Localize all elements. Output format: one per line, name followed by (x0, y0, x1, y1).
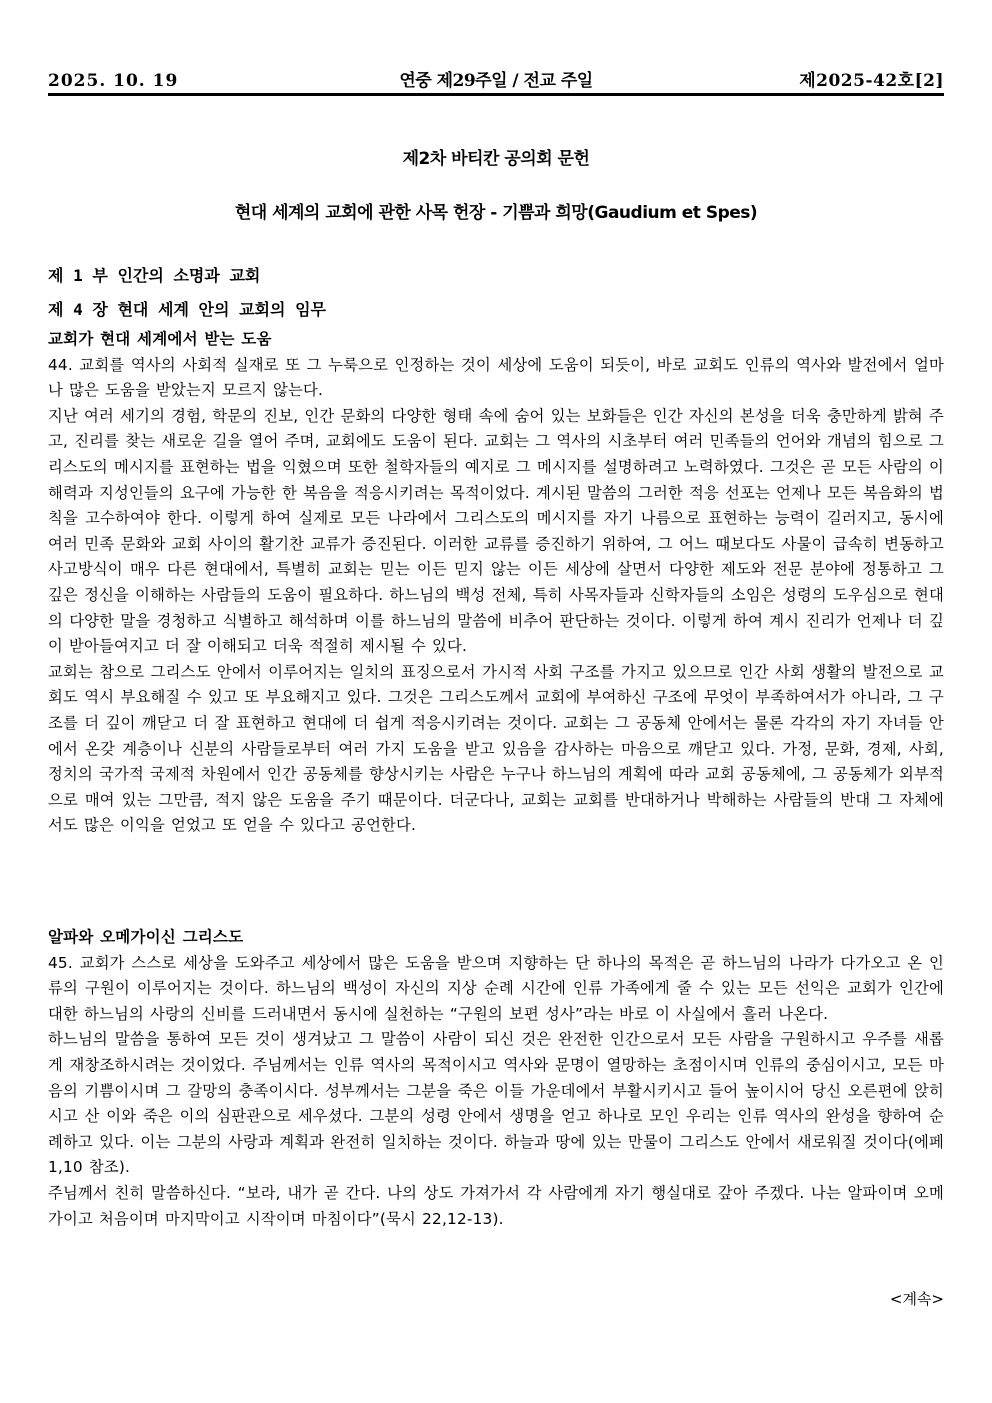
document-subtitle: 현대 세계의 교회에 관한 사목 헌장 - 기쁨과 희망(Gaudium et Spes) (234, 203, 758, 223)
header-date: 2025. 10. 19 (48, 71, 179, 91)
paragraph: 44. 교회를 역사의 사회적 실재로 또 그 누룩으로 인정하는 것이 세상에 도움이 되듯이, 바로 교회도 인류의 역사와 발전에서 얼마나 많은 도움을 받았는지 모르지 않는다. (48, 355, 944, 400)
continued-marker: <계속> (889, 1290, 944, 1308)
section-heading: 알파와 오메가이신 그리스도 (48, 928, 244, 946)
bulletin-page (48, 0, 944, 1403)
header-title: 연중 제29주일 / 전교 주일 (399, 71, 593, 91)
header-issue-number: 제2025-42호[2] (799, 71, 944, 91)
bulletin-header (48, 69, 944, 96)
paragraph: 교회는 참으로 그리스도 안에서 이루어지는 일치의 표징으로서 가시적 사회 구조를 가지고 있으므로 인간 사회 생활의 발전으로 교회도 역시 부요해질 수 있고 또 부요해지고 있다. 그것은 그리스도께서 교회에 부여하신 구조에 무엇이 부족하여서가 아니라, 그 구조를 더 깊이 깨닫고 더 잘 표현하고 현대에 더 쉽게 적응시키려는 것이다. 교회는 그 공동체 안에서는 물론 각각의 자기 자녀들 안에서 온갖 계층이나 신분의 사람들로부터 여러 가지 도움을 받고 있음을 감사하는 마음으로 깨닫고 있다. 가정, 문화, 경제, 사회, 정치의 국가적 국제적 차원에서 인간 공동체를 향상시키는 사람은 누구나 하느님의 계획에 따라 교회 공동체에, 그 공동체가 외부적으로 매여 있는 그만큼, 적지 않은 도움을 주기 때문이다. 더군다나, 교회는 교회를 반대하거나 박해하는 사람들의 반대 그 자체에서도 많은 이익을 얻었고 또 얻을 수 있다고 공언한다. (48, 662, 944, 835)
paragraph: 45. 교회가 스스로 세상을 도와주고 세상에서 많은 도움을 받으며 지향하는 단 하나의 목적은 곧 하느님의 나라가 다가오고 온 인류의 구원이 이루어지는 것이다. 하느님의 백성이 자신의 지상 순례 시간에 인류 가족에게 줄 수 있는 모든 선익은 교회가 인간에 대한 하느님의 사랑의 신비를 드러내면서 동시에 실천하는 “구원의 보편 성사”라는 바로 이 사실에서 흘러 나온다. (48, 953, 944, 1023)
section-44 (48, 327, 944, 839)
paragraph: 하느님의 말씀을 통하여 모든 것이 생겨났고 그 말씀이 사람이 되신 것은 완전한 인간으로서 모든 사람을 구원하시고 우주를 새롭게 재창조하시려는 것이었다. 주님께서는 인류 역사의 목적이시고 역사와 문명이 열망하는 초점이시며 인류의 중심이시고, 모든 마음의 기쁨이시며 그 갈망의 충족이시다. 성부께서는 그분을 죽은 이들 가운데에서 부활시키시고 들어 높이시어 당신 오른편에 앉히시고 산 이와 죽은 이의 심판관으로 세우셨다. 그분의 성령 안에서 생명을 얻고 하나로 모인 우리는 인류 역사의 완성을 향하여 순례하고 있다. 이는 그분의 사랑과 계획과 완전히 일치하는 것이다. 하늘과 땅에 있는 만물이 그리스도 안에서 새로워질 것이다(에페 1,10 참조). (48, 1030, 944, 1177)
document-title: 제2차 바티칸 공의회 문헌 (402, 149, 590, 169)
paragraph: 지난 여러 세기의 경험, 학문의 진보, 인간 문화의 다양한 형태 속에 숨어 있는 보화들은 인간 자신의 본성을 더욱 충만하게 밝혀 주고, 진리를 찾는 새로운 길을 열어 주며, 교회에도 도움이 된다. 교회는 그 역사의 시초부터 여러 민족들의 언어와 개념의 힘으로 그리스도의 메시지를 표현하는 법을 익혔으며 또한 철학자들의 예지로 그 메시지를 설명하려고 노력하였다. 그것은 곧 모든 사람의 이해력과 지성인들의 요구에 가능한 한 복음을 적응시키려는 목적이었다. 계시된 말씀의 그러한 적응 선포는 언제나 모든 복음화의 법칙을 고수하여야 한다. 이렇게 하여 실제로 모든 나라에서 그리스도의 메시지를 자기 나름으로 표현하는 능력이 길러지고, 동시에 여러 민족 문화와 교회 사이의 활기찬 교류가 증진된다. 이러한 교류를 증진하기 위하여, 그 어느 때보다도 사물이 급속히 변동하고 사고방식이 매우 다른 현대에서, 특별히 교회는 믿는 이든 믿지 않는 이든 세상에 살면서 다양한 제도와 전문 분야에 정통하고 그 깊은 정신을 이해하는 사람들의 도움이 필요하다. 하느님의 백성 전체, 특히 사목자들과 신학자들의 소임은 성령의 도우심으로 현대의 다양한 말을 경청하고 식별하고 해석하며 이를 하느님의 말씀에 비추어 판단하는 것이다. 이렇게 하여 계시 진리가 언제나 더 깊이 받아들여지고 더 잘 이해되고 더욱 적절히 제시될 수 있다. (48, 406, 944, 656)
section-45 (48, 925, 944, 1232)
paragraph: 주님께서 친히 말씀하신다. “보라, 내가 곧 간다. 나의 상도 가져가서 각 사람에게 자기 행실대로 갚아 주겠다. 나는 알파이며 오메가이고 처음이며 마지막이고 시작이며 마침이다”(묵시 22,12-13). (48, 1183, 944, 1228)
part-heading: 제 1 부 인간의 소명과 교회 (48, 266, 261, 285)
section-heading: 교회가 현대 세계에서 받는 도움 (48, 330, 272, 348)
chapter-heading: 제 4 장 현대 세계 안의 교회의 임무 (48, 300, 326, 319)
